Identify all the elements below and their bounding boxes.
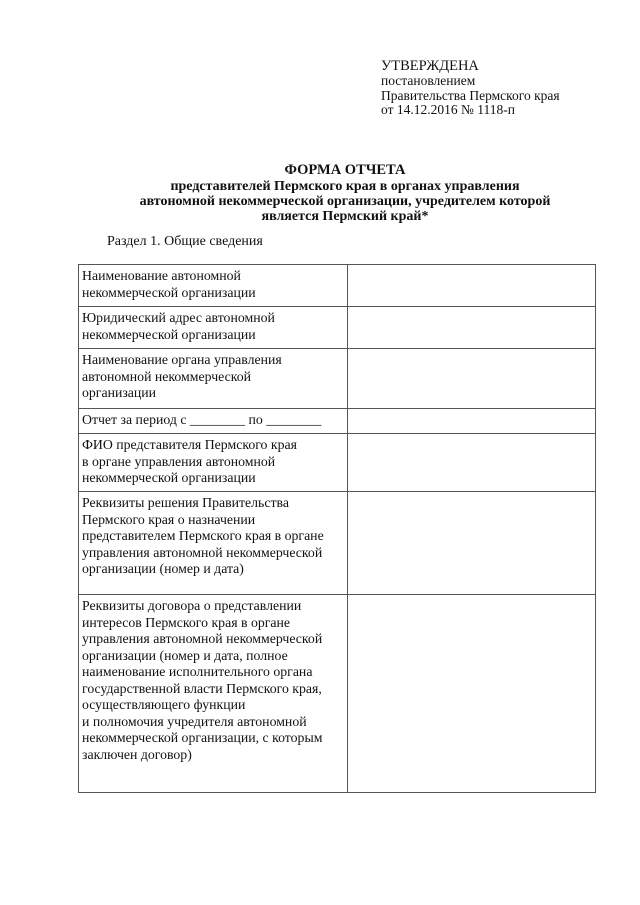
row-value-field[interactable] xyxy=(348,307,596,349)
row-label: ФИО представителя Пермского края в органе управления автономной некоммерческой организации xyxy=(79,434,348,492)
row-label: Наименование автономной некоммерческой организации xyxy=(79,265,348,307)
table-row xyxy=(79,492,596,595)
row-value-field[interactable] xyxy=(348,349,596,409)
row-value-field[interactable] xyxy=(348,265,596,307)
row-value-field[interactable] xyxy=(348,409,596,434)
table-row xyxy=(79,265,596,307)
approval-block xyxy=(381,58,631,118)
approval-line-2: Правительства Пермского края xyxy=(381,87,560,103)
form-subtitle: представителей Пермского края в органах управления автономной некоммерческой организации, учредителем которой является Пермский край* xyxy=(139,179,551,224)
table-row xyxy=(79,307,596,349)
general-info-table xyxy=(78,264,596,793)
row-value-field[interactable] xyxy=(348,595,596,793)
table-row xyxy=(79,409,596,434)
row-value-field[interactable] xyxy=(348,492,596,595)
row-value-field[interactable] xyxy=(348,434,596,492)
row-label: Отчет за период с ________ по ________ xyxy=(79,409,348,434)
approval-stamp: УТВЕРЖДЕНА xyxy=(381,58,479,74)
table-row xyxy=(79,349,596,409)
form-title: ФОРМА ОТЧЕТА xyxy=(284,162,406,178)
table-row xyxy=(79,434,596,492)
row-label: Реквизиты договора о представлении интересов Пермского края в органе управления автономной некоммерческой организации (номер и дата, полное наименование исполнительного органа государственной власти Пермского края, осуществляющего функции и полномочия учредителя автономной некоммерческой организации, с которым заключен договор) xyxy=(79,595,348,793)
row-label: Наименование органа управления автономной некоммерческой организации xyxy=(79,349,348,409)
table-row xyxy=(79,595,596,793)
approval-line-3: от 14.12.2016 № 1118-п xyxy=(381,102,515,117)
row-label: Реквизиты решения Правительства Пермского края о назначении представителем Пермского края в органе управления автономной некоммерческой организации (номер и дата) xyxy=(79,492,348,595)
form-heading xyxy=(60,162,630,224)
approval-line-1: постановлением xyxy=(381,73,476,88)
row-label: Юридический адрес автономной некоммерческой организации xyxy=(79,307,348,349)
section-heading: Раздел 1. Общие сведения xyxy=(107,234,263,249)
